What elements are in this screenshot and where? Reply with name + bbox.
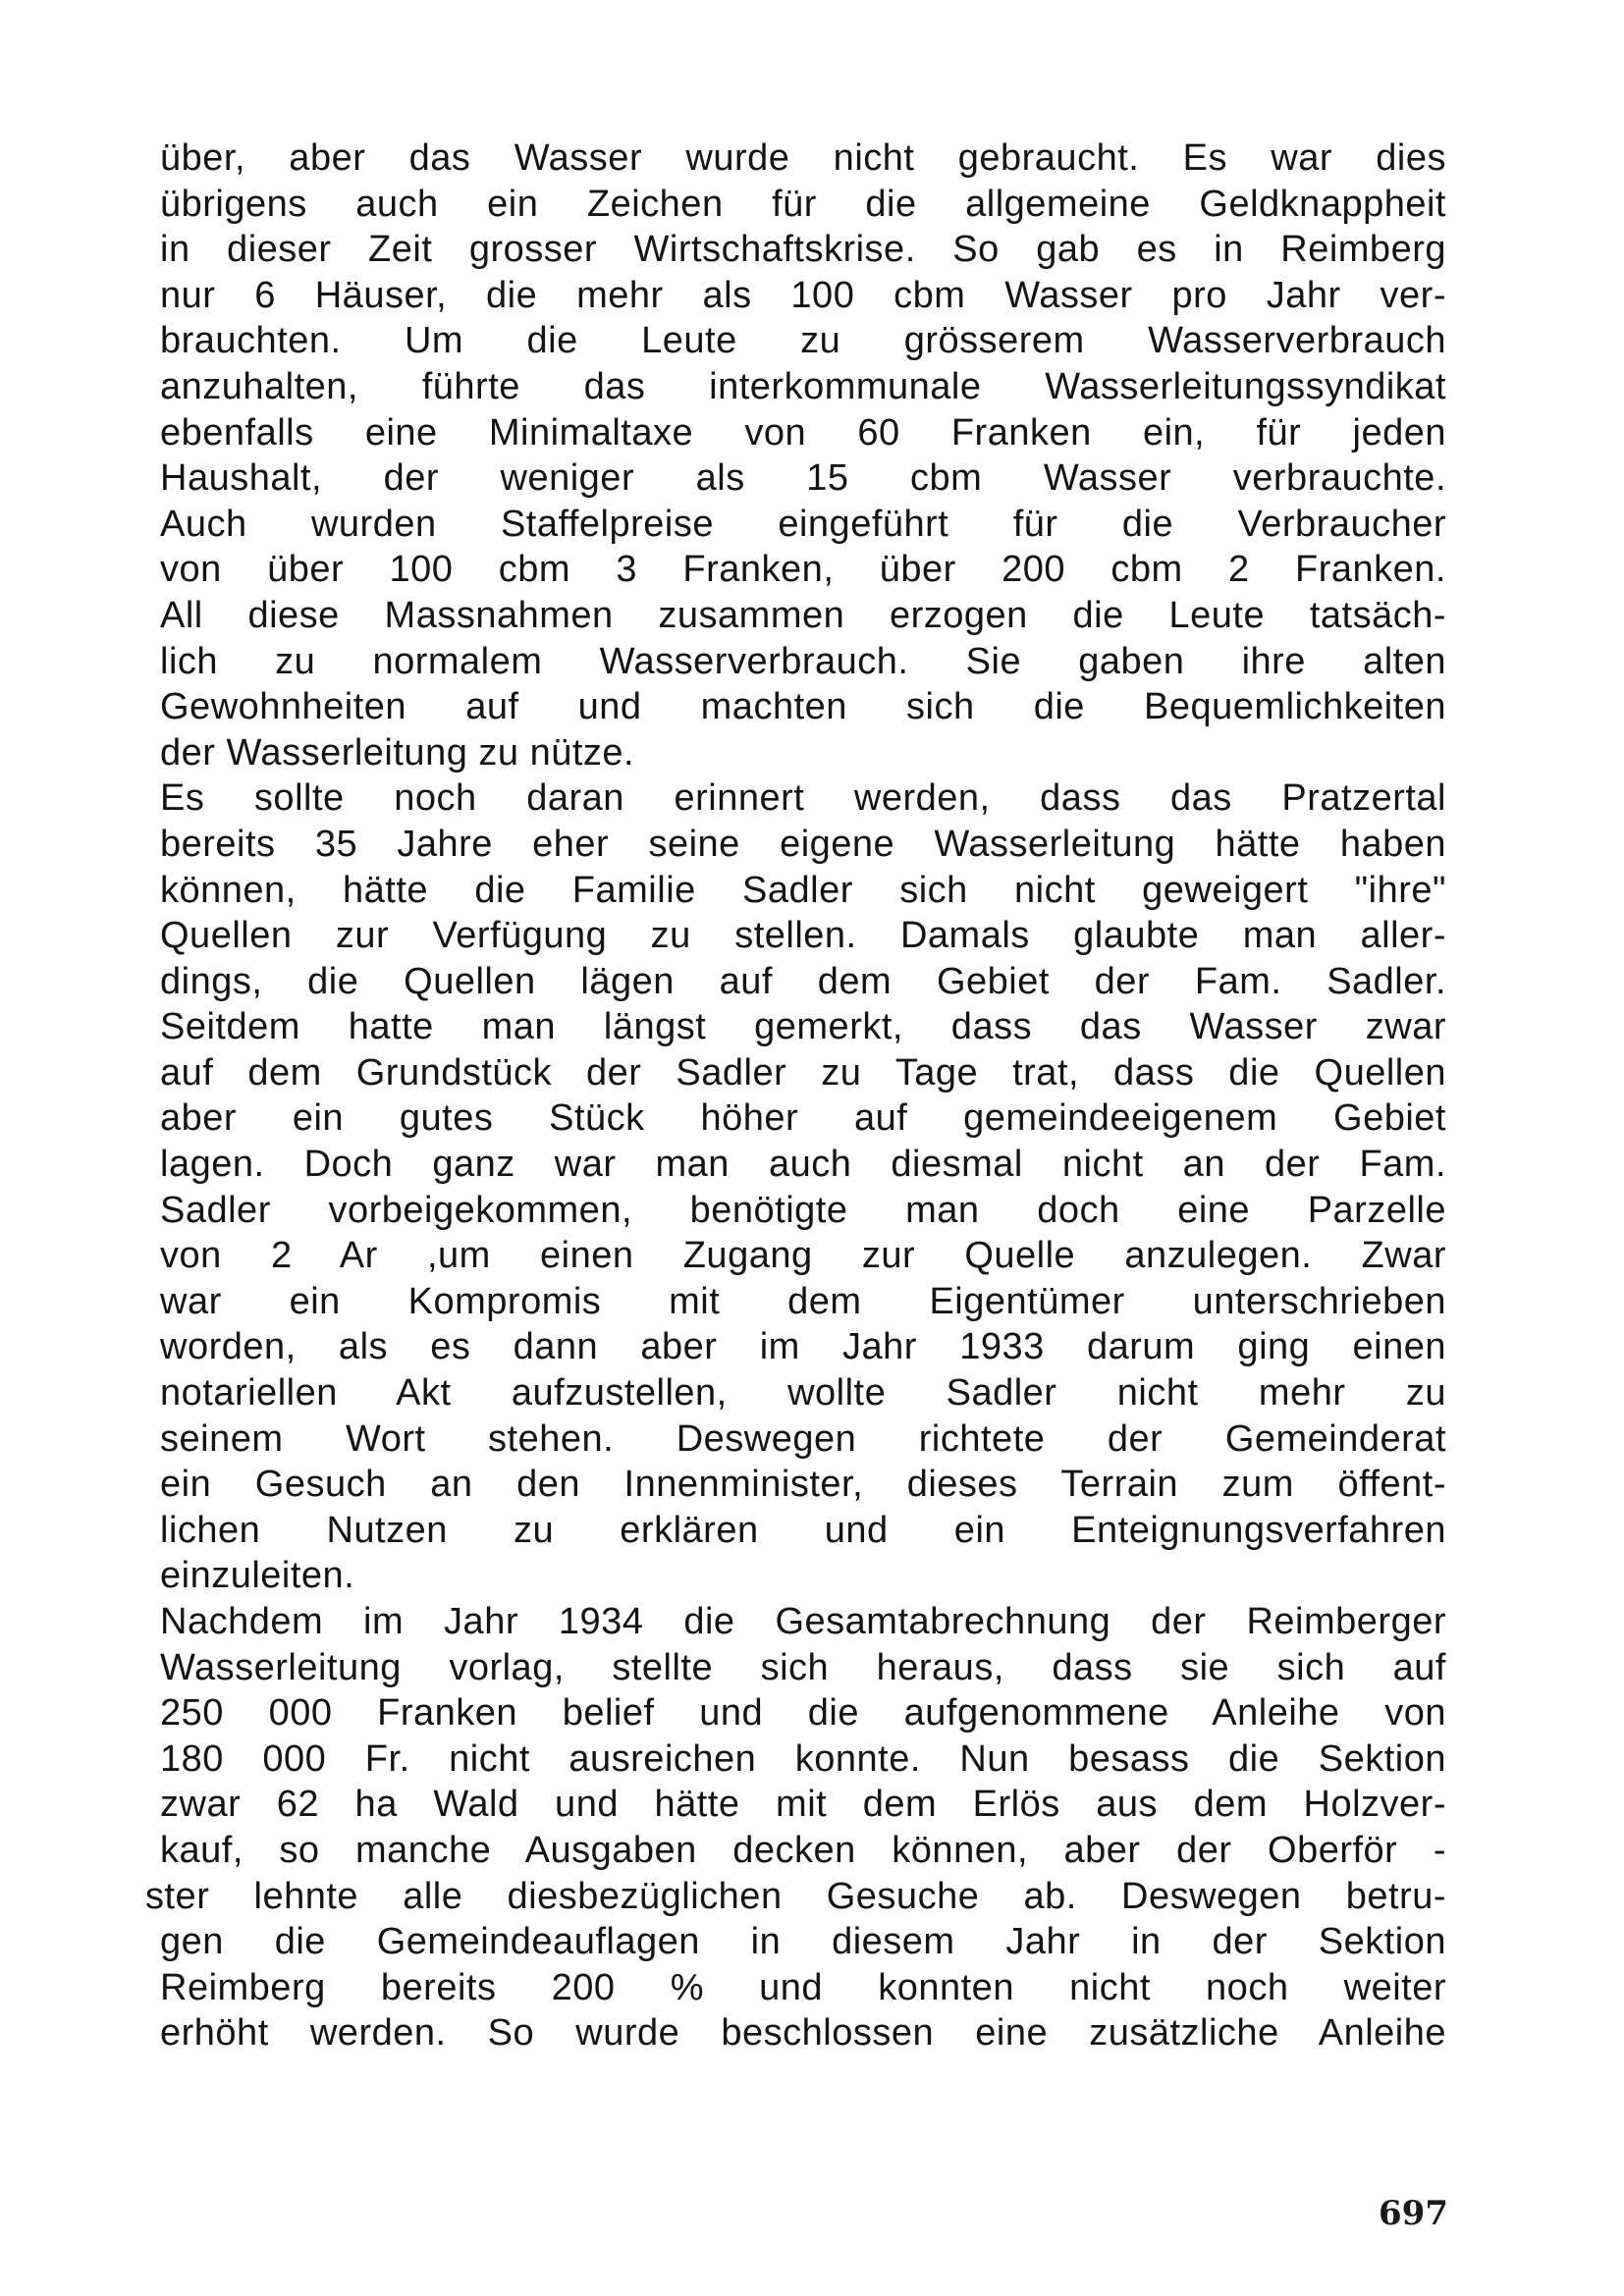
text-line: Reimberg bereits 200 % und konnten nicht noch weiter xyxy=(160,1966,1446,2008)
text-line: notariellen Akt aufzustellen, wollte Sadler nicht mehr zu xyxy=(160,1372,1446,1415)
text-line: übrigens auch ein Zeichen für die allgemeine Geldknappheit xyxy=(160,183,1446,225)
text-line: aber ein gutes Stück höher auf gemeindeeigenem Gebiet xyxy=(160,1097,1446,1140)
text-line: ster lehnte alle diesbezüglichen Gesuche ab. Deswegen betru- xyxy=(145,1875,1446,1917)
text-line: auf dem Grundstück der Sadler zu Tage trat, dass die Quellen xyxy=(160,1051,1446,1094)
text-line: Auch wurden Staffelpreise eingeführt für die Verbraucher xyxy=(160,503,1446,545)
text-line: Nachdem im Jahr 1934 die Gesamtabrechnung der Reimberger xyxy=(160,1601,1446,1642)
text-line: lagen. Doch ganz war man auch diesmal nicht an der Fam. xyxy=(160,1144,1446,1186)
text-line: gen die Gemeindeauflagen in diesem Jahr in der Sektion xyxy=(160,1921,1446,1963)
text-line: von 2 Ar ,um einen Zugang zur Quelle anzulegen. Zwar xyxy=(160,1235,1446,1277)
text-line: 180 000 Fr. nicht ausreichen konnte. Nun besass die Sektion xyxy=(160,1737,1446,1780)
text-line: kauf, so manche Ausgaben decken können, aber der Oberför - xyxy=(160,1829,1446,1871)
text-line: Gewohnheiten auf und machten sich die Bequemlichkeiten xyxy=(160,686,1446,728)
text-line: brauchten. Um die Leute zu grösserem Wasserverbrauch xyxy=(160,320,1446,362)
text-line: können, hätte die Familie Sadler sich nicht geweigert "ihre" xyxy=(160,869,1446,911)
text-line: nur 6 Häuser, die mehr als 100 cbm Wasser pro Jahr ver- xyxy=(160,274,1446,316)
text-line: lichen Nutzen zu erklären und ein Enteignungsverfahren xyxy=(160,1509,1446,1551)
text-line: bereits 35 Jahre eher seine eigene Wasserleitung hätte haben xyxy=(160,823,1446,865)
text-line: über, aber das Wasser wurde nicht gebraucht. Es war dies xyxy=(160,137,1446,179)
text-line: der Wasserleitung zu nütze. xyxy=(160,731,635,774)
text-line: einzuleiten. xyxy=(160,1555,355,1597)
text-line: ebenfalls eine Minimaltaxe von 60 Franken ein, für jeden xyxy=(160,411,1446,454)
page-number: 697 xyxy=(1379,2194,1448,2233)
text-line: in dieser Zeit grosser Wirtschaftskrise. So gab es in Reimberg xyxy=(160,229,1446,271)
text-line: anzuhalten, führte das interkommunale Wasserleitungssyndikat xyxy=(160,365,1446,407)
text-line: Quellen zur Verfügung zu stellen. Damals glaubte man aller- xyxy=(160,915,1446,957)
text-line: von über 100 cbm 3 Franken, über 200 cbm 2 Franken. xyxy=(160,549,1446,591)
text-line: 250 000 Franken belief und die aufgenommene Anleihe von xyxy=(160,1692,1446,1735)
text-line: dings, die Quellen lägen auf dem Gebiet der Fam. Sadler. xyxy=(160,960,1446,1002)
text-line: seinem Wort stehen. Deswegen richtete der Gemeinderat xyxy=(160,1417,1446,1460)
text-line: Haushalt, der weniger als 15 cbm Wasser verbrauchte. xyxy=(160,457,1446,500)
text-line: ein Gesuch an den Innenminister, dieses Terrain zum öffent- xyxy=(160,1464,1446,1506)
body-text xyxy=(145,135,1446,2056)
text-line: Es sollte noch daran erinnert werden, dass das Pratzertal xyxy=(160,777,1446,820)
text-line: lich zu normalem Wasserverbrauch. Sie gaben ihre alten xyxy=(160,640,1446,682)
text-line: zwar 62 ha Wald und hätte mit dem Erlös aus dem Holzver- xyxy=(160,1784,1446,1826)
text-line: Seitdem hatte man längst gemerkt, dass das Wasser zwar xyxy=(160,1006,1446,1048)
text-line: All diese Massnahmen zusammen erzogen die Leute tatsäch- xyxy=(160,594,1446,636)
text-line: war ein Kompromis mit dem Eigentümer unterschrieben xyxy=(160,1280,1446,1322)
text-line: Sadler vorbeigekommen, benötigte man doch eine Parzelle xyxy=(160,1189,1446,1231)
text-line: Wasserleitung vorlag, stellte sich heraus, dass sie sich auf xyxy=(160,1646,1446,1688)
text-line: worden, als es dann aber im Jahr 1933 darum ging einen xyxy=(160,1326,1446,1368)
text-line: erhöht werden. So wurde beschlossen eine zusätzliche Anleihe xyxy=(160,2012,1446,2055)
